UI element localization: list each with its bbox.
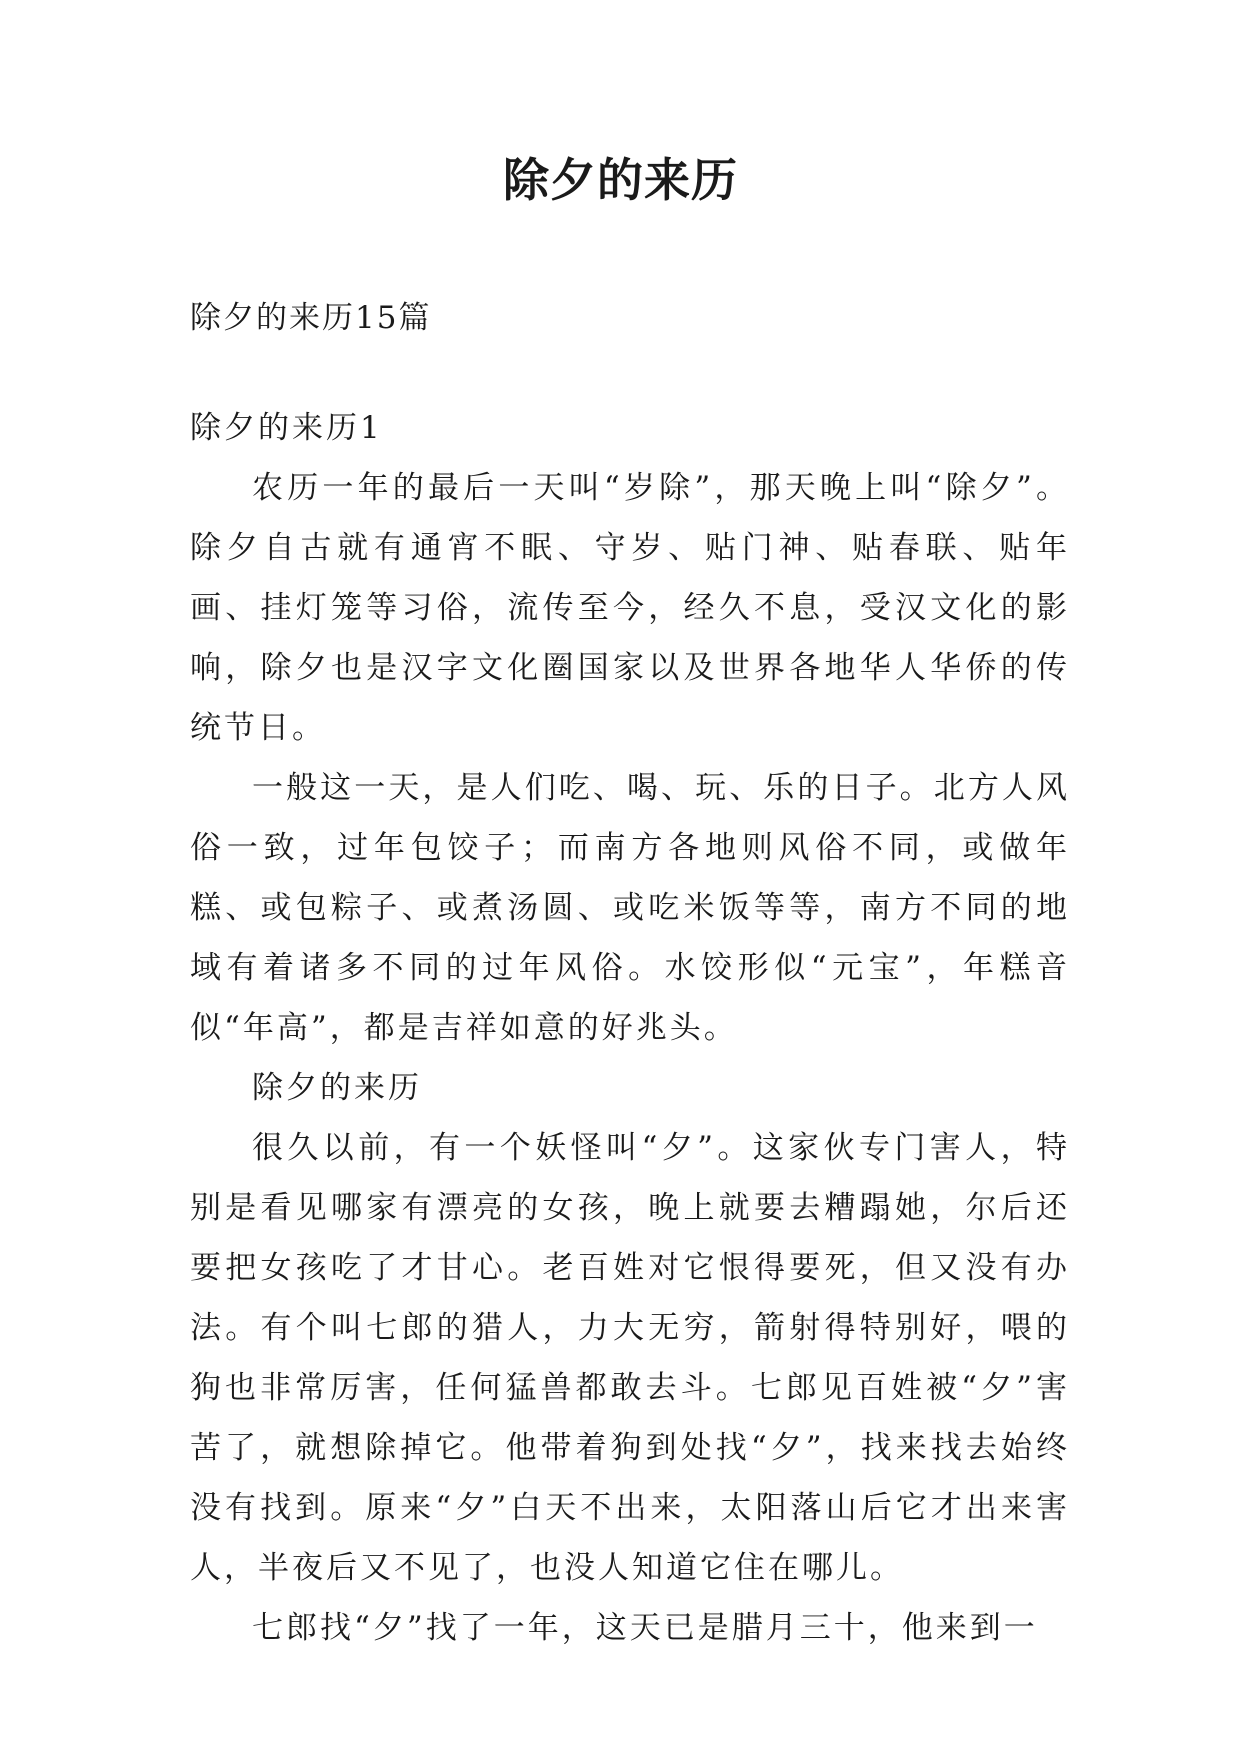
document-body (190, 398, 1070, 1658)
paragraph: 很久以前，有一个妖怪叫“夕”。这家伙专门害人，特别是看见哪家有漂亮的女孩，晚上就要去糟蹋她，尔后还要把女孩吃了才甘心。老百姓对它恨得要死，但又没有办法。有个叫七郎的猎人，力大无穷，箭射得特别好，喂的狗也非常厉害，任何猛兽都敢去斗。七郎见百姓被“夕”害苦了，就想除掉它。他带着狗到处找“夕”，找来找去始终没有找到。原来“夕”白天不出来，太阳落山后它才出来害人，半夜后又不见了，也没人知道它住在哪儿。 (190, 1130, 1070, 1586)
paragraph: 七郎找“夕”找了一年，这天已是腊月三十，他来到一 (252, 1610, 1038, 1646)
section-heading: 除夕的来历1 (190, 410, 383, 446)
document-subtitle: 除夕的来历15篇 (190, 300, 432, 336)
paragraph: 农历一年的最后一天叫“岁除”，那天晚上叫“除夕”。除夕自古就有通宵不眠、守岁、贴门神、贴春联、贴年画、挂灯笼等习俗，流传至今，经久不息，受汉文化的影响，除夕也是汉字文化圈国家以及世界各地华人华侨的传统节日。 (190, 470, 1070, 746)
paragraph-subheading: 除夕的来历 (252, 1070, 422, 1106)
paragraph: 一般这一天，是人们吃、喝、玩、乐的日子。北方人风俗一致，过年包饺子；而南方各地则风俗不同，或做年糕、或包粽子、或煮汤圆、或吃米饭等等，南方不同的地域有着诸多不同的过年风俗。水饺形似“元宝”，年糕音似“年高”，都是吉祥如意的好兆头。 (190, 770, 1070, 1046)
document-title: 除夕的来历 (503, 153, 738, 207)
